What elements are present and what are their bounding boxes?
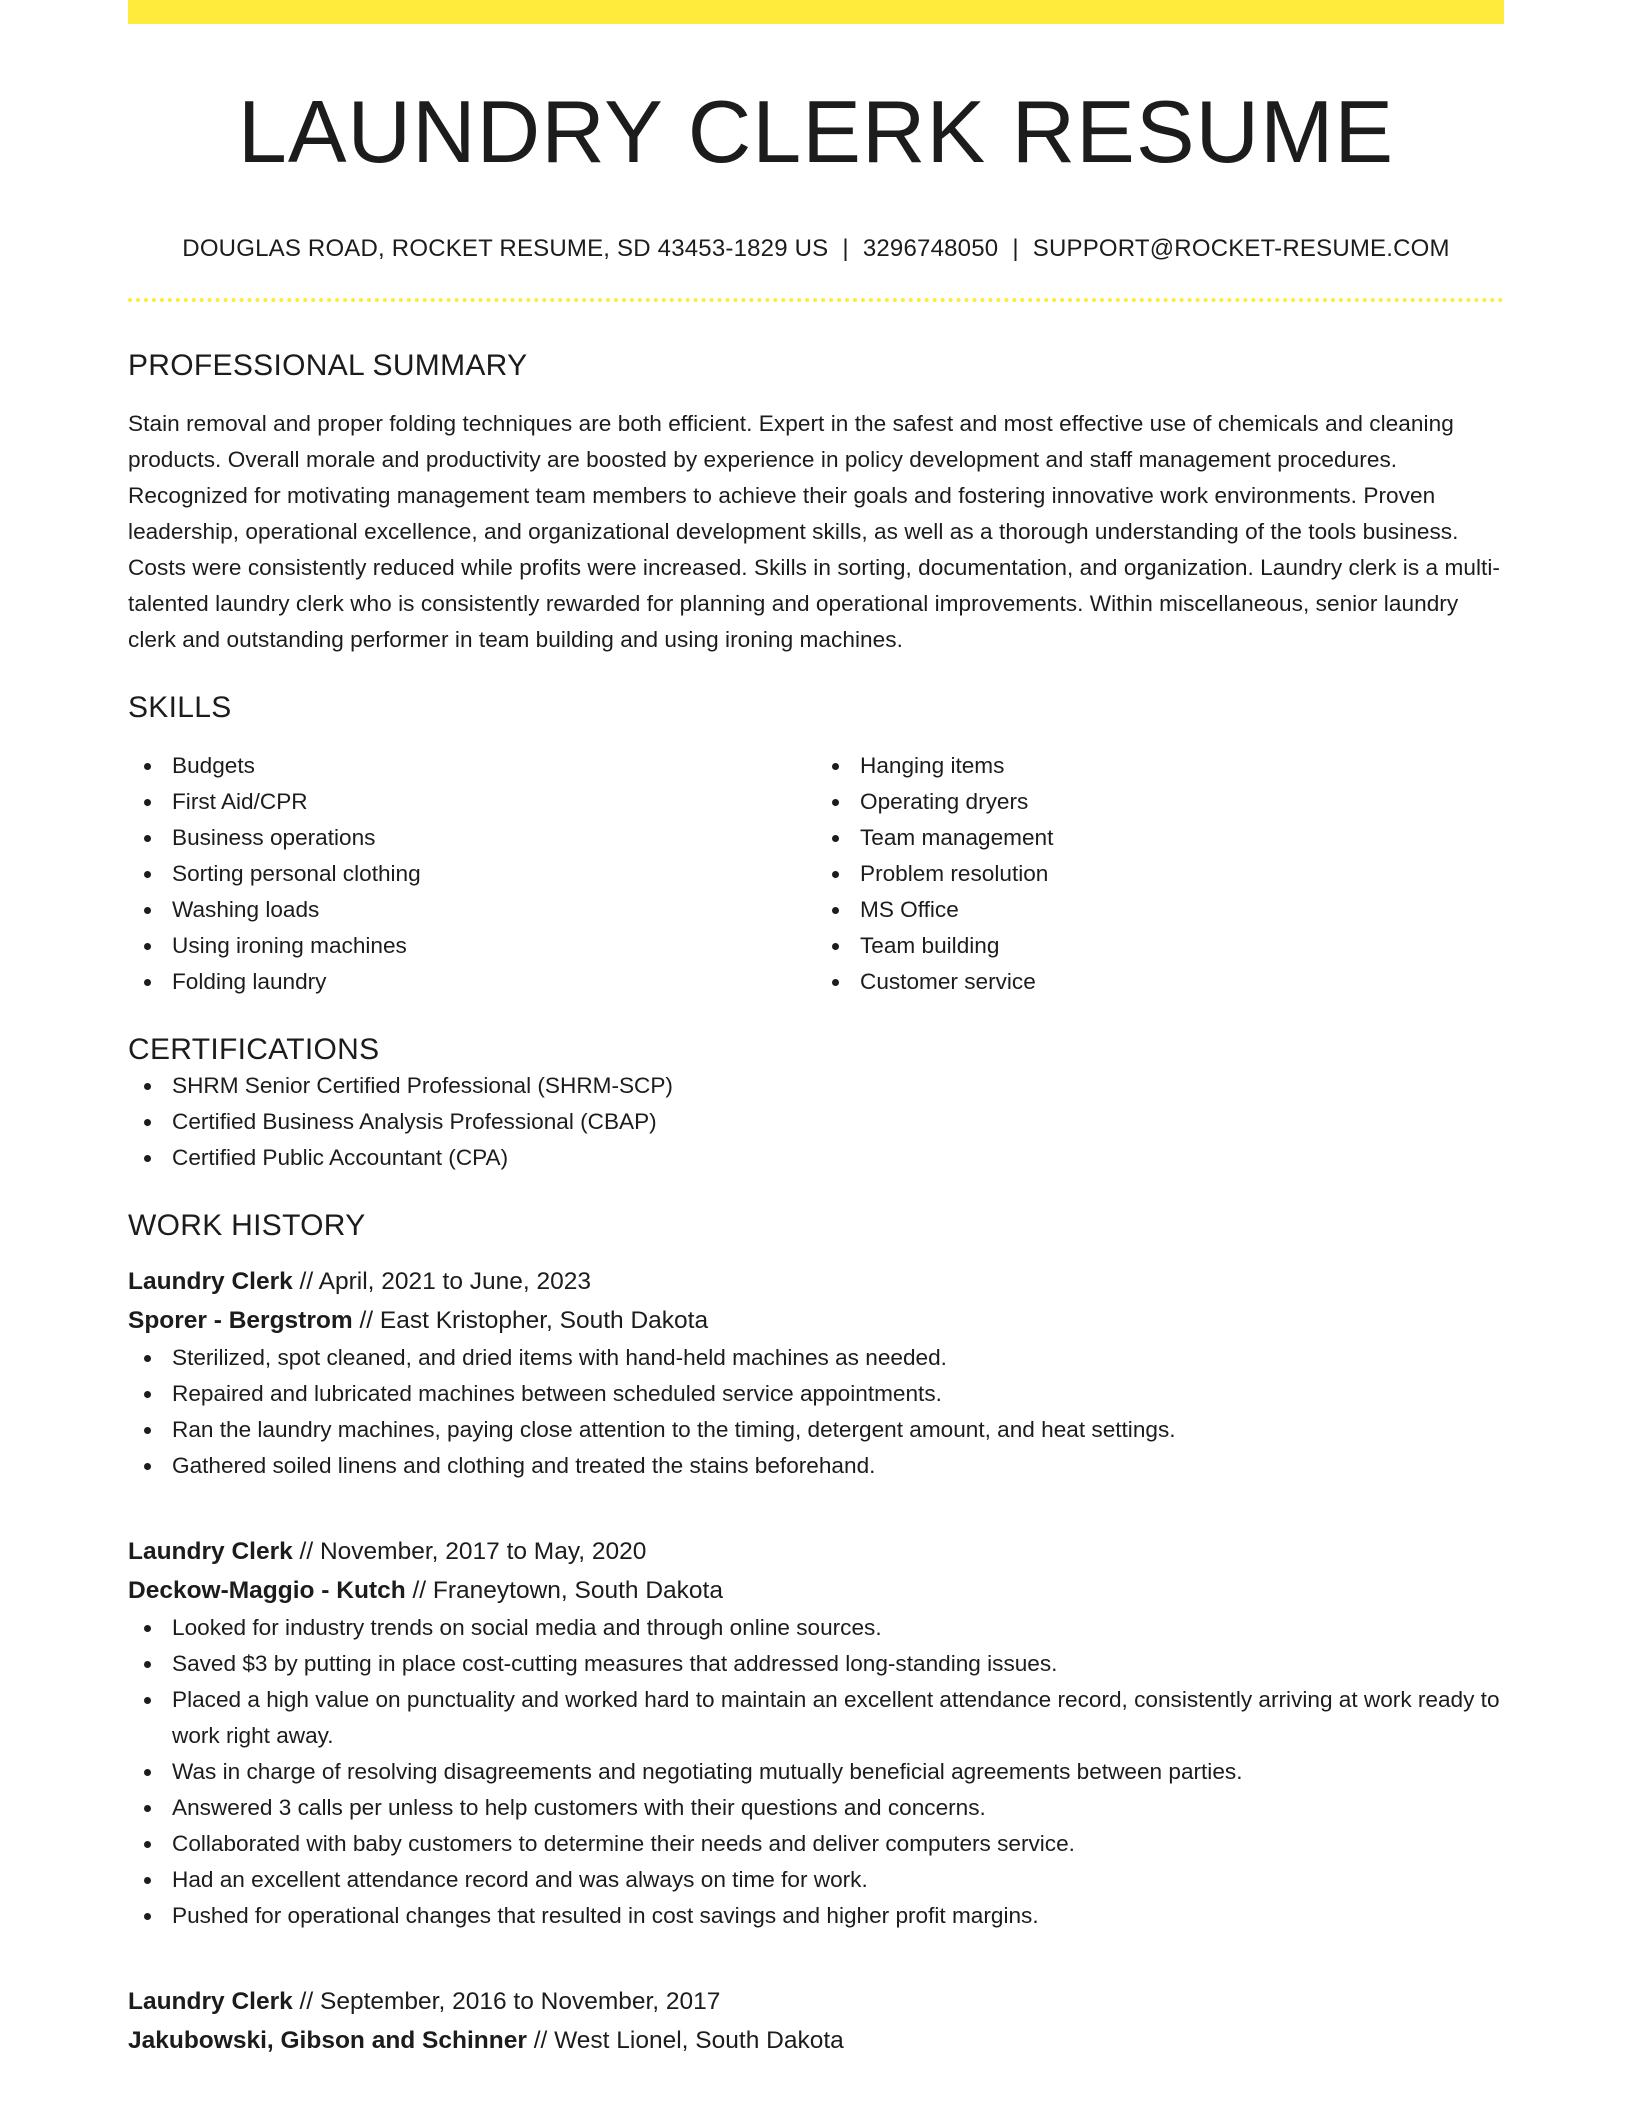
job-location: // West Lionel, South Dakota — [526, 2027, 844, 2054]
contact-address: DOUGLAS ROAD, ROCKET RESUME, SD 43453-1829 US — [182, 235, 829, 262]
job-location: // East Kristopher, South Dakota — [352, 1307, 709, 1334]
skill-item: Washing loads — [172, 892, 816, 928]
certifications-heading: CERTIFICATIONS — [128, 1033, 380, 1066]
job-title-line — [128, 1262, 1504, 1301]
skills-heading: SKILLS — [128, 691, 232, 724]
job-duty-item: Saved $3 by putting in place cost-cutting measures that addressed long-standing issues. — [172, 1646, 1504, 1682]
contact-line — [128, 234, 1504, 264]
skill-item: Problem resolution — [860, 856, 1504, 892]
job-title-line — [128, 1982, 1504, 2021]
job-company: Sporer - Bergstrom — [128, 1307, 353, 1334]
work-history-heading: WORK HISTORY — [128, 1209, 366, 1242]
skills-left-column — [128, 748, 816, 1000]
accent-top-bar — [128, 0, 1504, 24]
job-company: Jakubowski, Gibson and Schinner — [128, 2027, 527, 2054]
dotted-divider — [128, 298, 1504, 302]
skills-right-column — [816, 748, 1504, 1000]
certification-item: Certified Public Accountant (CPA) — [172, 1140, 1504, 1176]
job-entry — [128, 1982, 1504, 2060]
job-duty-item: Ran the laundry machines, paying close attention to the timing, detergent amount, and heat settings. — [172, 1412, 1504, 1448]
job-company: Deckow-Maggio - Kutch — [128, 1577, 406, 1604]
summary-text: Stain removal and proper folding techniques are both efficient. Expert in the safest and most effective use of chemicals and cleaning products. Overall morale and productivity are boosted by experience in policy development and staff management procedures. Recognized for motivating management team members to achieve their goals and fostering innovative work environments. Proven leadership, operational excellence, and organizational development skills, as well as a thorough understanding of the tools business. Costs were consistently reduced while profits were increased. Skills in sorting, documentation, and organization. Laundry clerk is a multi-talented laundry clerk who is consistently rewarded for planning and operational improvements. Within miscellaneous, senior laundry clerk and outstanding performer in team building and using ironing machines. — [128, 411, 1501, 652]
job-dates: // September, 2016 to November, 2017 — [292, 1988, 721, 2015]
job-dates: // November, 2017 to May, 2020 — [292, 1538, 647, 1565]
skills-grid — [128, 748, 1504, 1000]
resume-page — [128, 0, 1504, 2060]
job-entry — [128, 1262, 1504, 1484]
skill-item: Customer service — [860, 964, 1504, 1000]
job-duty-item: Placed a high value on punctuality and worked hard to maintain an excellent attendance record, consistently arriving at work ready to work right away. — [172, 1682, 1504, 1754]
skill-item: Operating dryers — [860, 784, 1504, 820]
job-duties-list — [128, 1610, 1504, 1934]
job-title: Laundry Clerk — [128, 1988, 293, 2015]
contact-phone: 3296748050 — [862, 235, 999, 262]
job-title: Laundry Clerk — [128, 1268, 293, 1295]
job-company-line — [128, 1301, 1504, 1340]
certifications-list — [128, 1068, 1504, 1176]
skill-item: Sorting personal clothing — [172, 856, 816, 892]
summary-heading: PROFESSIONAL SUMMARY — [128, 349, 528, 382]
skill-item: Folding laundry — [172, 964, 816, 1000]
skill-item: Hanging items — [860, 748, 1504, 784]
contact-separator: | — [842, 235, 849, 262]
job-duty-item: Gathered soiled linens and clothing and treated the stains beforehand. — [172, 1448, 1504, 1484]
job-duty-item: Looked for industry trends on social media and through online sources. — [172, 1610, 1504, 1646]
job-duty-item: Was in charge of resolving disagreements and negotiating mutually beneficial agreements between parties. — [172, 1754, 1504, 1790]
job-company-line — [128, 2021, 1504, 2060]
job-company-line — [128, 1571, 1504, 1610]
skill-item: Business operations — [172, 820, 816, 856]
job-title: Laundry Clerk — [128, 1538, 293, 1565]
job-dates: // April, 2021 to June, 2023 — [292, 1268, 592, 1295]
job-entry — [128, 1532, 1504, 1934]
job-duty-item: Collaborated with baby customers to determine their needs and deliver computers service. — [172, 1826, 1504, 1862]
certification-item: SHRM Senior Certified Professional (SHRM-SCP) — [172, 1068, 1504, 1104]
certification-item: Certified Business Analysis Professional (CBAP) — [172, 1104, 1504, 1140]
job-duty-item: Sterilized, spot cleaned, and dried items with hand-held machines as needed. — [172, 1340, 1504, 1376]
skill-item: First Aid/CPR — [172, 784, 816, 820]
skill-item: Team management — [860, 820, 1504, 856]
contact-separator: | — [1012, 235, 1019, 262]
job-title-line — [128, 1532, 1504, 1571]
job-duties-list — [128, 1340, 1504, 1484]
skill-item: MS Office — [860, 892, 1504, 928]
job-duty-item: Pushed for operational changes that resulted in cost savings and higher profit margins. — [172, 1898, 1504, 1934]
skill-item: Budgets — [172, 748, 816, 784]
resume-title: LAUNDRY CLERK RESUME — [237, 82, 1395, 181]
skill-item: Team building — [860, 928, 1504, 964]
job-duty-item: Had an excellent attendance record and was always on time for work. — [172, 1862, 1504, 1898]
work-history-list — [128, 1262, 1504, 2060]
contact-email: SUPPORT@ROCKET-RESUME.COM — [1032, 235, 1450, 262]
job-duty-item: Repaired and lubricated machines between scheduled service appointments. — [172, 1376, 1504, 1412]
job-location: // Franeytown, South Dakota — [405, 1577, 723, 1604]
job-duty-item: Answered 3 calls per unless to help customers with their questions and concerns. — [172, 1790, 1504, 1826]
skill-item: Using ironing machines — [172, 928, 816, 964]
